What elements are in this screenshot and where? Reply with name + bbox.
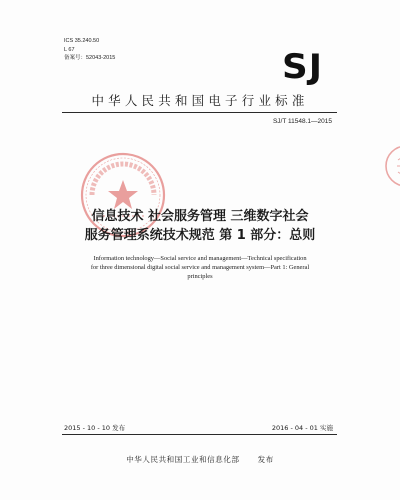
edge-stamp-icon — [384, 144, 400, 188]
implementation-date: 2016 - 04 - 01 实施 — [271, 424, 333, 432]
publisher-line — [0, 454, 400, 465]
publish-action: 发布 — [257, 455, 274, 464]
chinese-title-line-2: 服务管理系统技术规范 第 1 部分：总则 — [84, 228, 316, 243]
chinese-title — [50, 207, 350, 245]
ics-code: ICS 35.240.50 — [64, 38, 100, 44]
publisher-name: 中华人民共和国工业和信息化部 — [126, 455, 240, 464]
footer-divider — [62, 434, 337, 435]
english-title — [50, 254, 350, 281]
chinese-title-line-1: 信息技术 社会服务管理 三维数字社会 — [91, 209, 309, 224]
classification-block — [64, 37, 115, 63]
standard-category-title: 中华人民共和国电子行业标准 — [91, 93, 309, 108]
english-title-line-3: principles — [187, 273, 213, 280]
sj-logo: SJ — [281, 47, 323, 87]
record-number: 备案号：52043-2015 — [64, 55, 116, 61]
header-divider — [62, 112, 337, 113]
english-title-line-2: for three dimensional digital social service and management system—Part 1: General — [90, 264, 310, 271]
ccs-code: L 67 — [64, 46, 75, 53]
english-title-line-1: Information technology—Social service and management—Technical specification — [93, 255, 307, 262]
standard-code: SJ/T 11548.1—2015 — [272, 118, 332, 125]
issue-date: 2015 - 10 - 10 发布 — [64, 424, 126, 432]
